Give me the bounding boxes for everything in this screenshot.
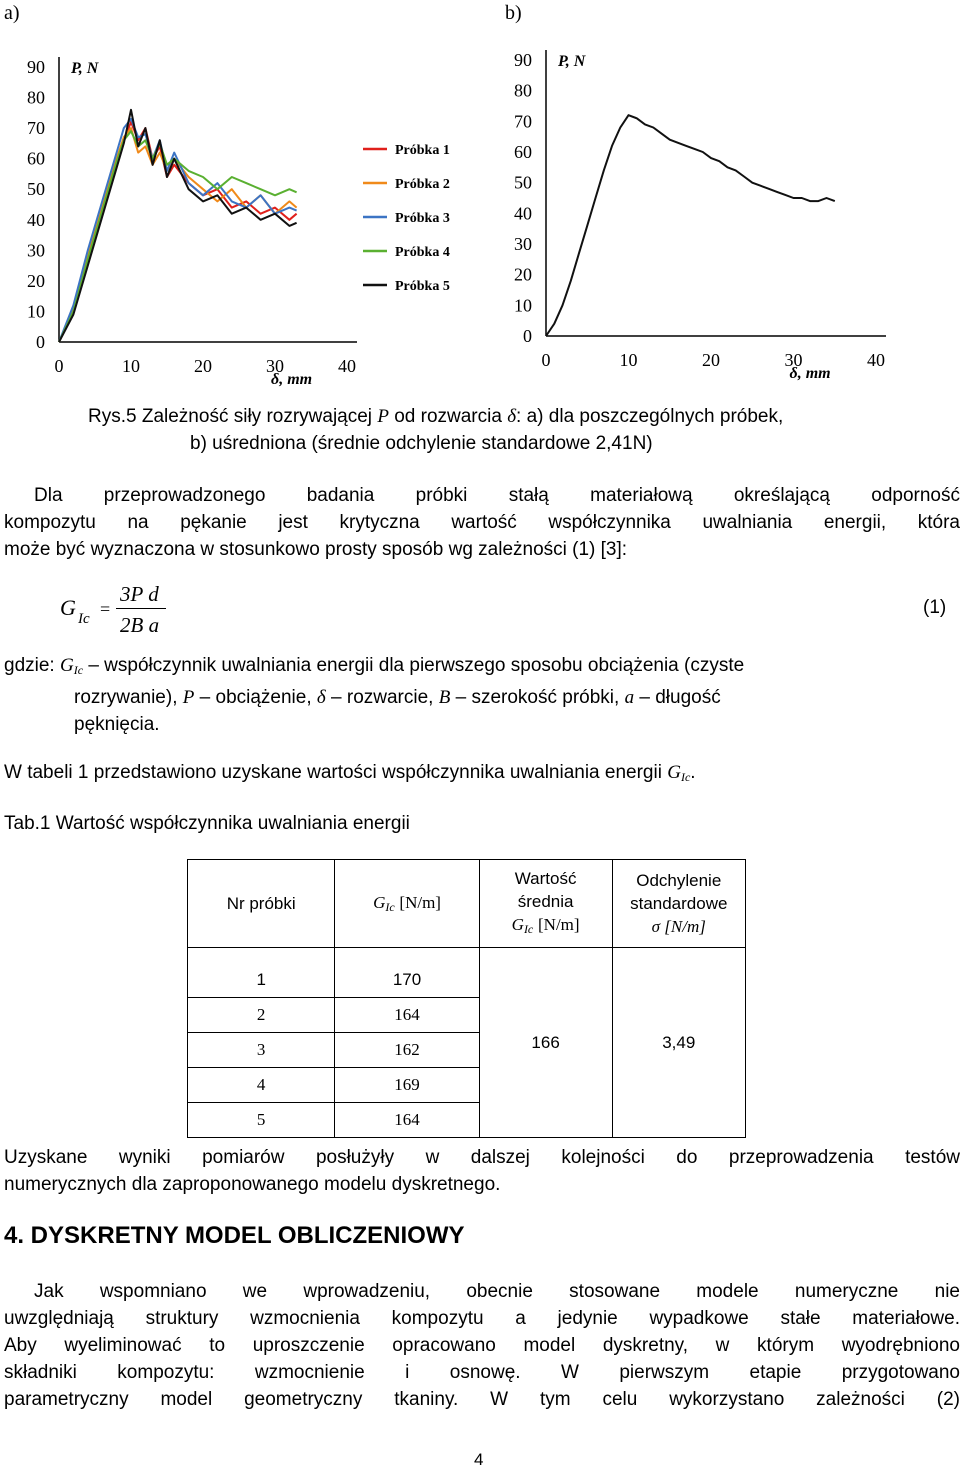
caption-line-2: b) uśredniona (średnie odchylenie standardowe 2,41N) (190, 433, 653, 454)
header-gic-unit: [N/m] (399, 892, 441, 912)
y-axis-label: P, N (71, 60, 99, 77)
cell-nr: 5 (188, 1103, 335, 1138)
header-gic (335, 860, 479, 948)
caption-mid: od rozwarcia (394, 406, 502, 427)
paragraph-1 (4, 482, 960, 563)
x-tick-label: 10 (619, 350, 638, 370)
header-mean-line-1: Wartość (514, 868, 577, 888)
section-heading: 4. DYSKRETNY MODEL OBLICZENIOWY (4, 1222, 465, 1249)
y-tick-label: 40 (27, 209, 45, 230)
spacer-cell-1 (188, 948, 335, 964)
y-tick-label: 10 (27, 301, 45, 322)
paragraph-1-line-2: kompozytu na pękanie jest krytyczna wartość współczynnika uwalniania energii, która (4, 512, 960, 533)
equation-numerator: 3P d (120, 582, 159, 606)
paragraph-2-line-2: numerycznych dla zaproponowanego modelu dyskretnego. (4, 1174, 501, 1195)
results-table (187, 859, 746, 1138)
paragraph-2-line-1: Uzyskane wyniki pomiarów posłużyły w dalszej kolejności do przeprowadzenia testów (4, 1147, 960, 1168)
definitions-a: a (624, 687, 635, 708)
legend-label: Próbka 3 (395, 211, 450, 226)
caption-suffix: : a) dla poszczególnych próbek, (516, 406, 784, 427)
y-tick-label: 90 (514, 50, 532, 70)
y-tick-label: 80 (514, 80, 532, 101)
y-tick-label: 30 (514, 234, 532, 254)
caption-prefix: Rys.5 Zależność siły rozrywającej (88, 406, 373, 427)
cell-value: 169 (335, 1068, 479, 1103)
y-tick-label: 40 (514, 203, 532, 224)
mean-value: 166 (479, 948, 612, 1138)
paragraph-3-line-2: uwzględniają struktury wzmocnienia kompozytu a jedynie wypadkowe stałe materiałowe. (4, 1308, 960, 1329)
y-tick-label: 60 (27, 148, 45, 169)
header-std-line-2: standardowe (630, 894, 728, 913)
std-value: 3,49 (612, 948, 745, 1138)
definitions-b: B (438, 687, 451, 708)
x-tick-label: 30 (266, 356, 284, 376)
paragraph-2 (4, 1144, 960, 1198)
legend-label: Próbka 4 (395, 245, 450, 260)
header-std (612, 860, 745, 948)
definitions-text-2a: rozrywanie), (74, 687, 178, 708)
equation-lhs-sub: Ic (78, 611, 90, 627)
x-tick-label: 40 (867, 350, 885, 370)
paragraph-3-line-3: Aby wyeliminować to uproszczenie opracowano model dyskretny, w którym wyodrębniono (4, 1335, 960, 1356)
y-tick-label: 10 (514, 295, 532, 316)
y-tick-label: 60 (514, 142, 532, 162)
cell-nr: 3 (188, 1033, 335, 1068)
x-tick-label: 40 (338, 356, 356, 376)
definitions-text-1: – współczynnik uwalniania energii dla pierwszego sposobu obciążenia (czyste (88, 655, 745, 676)
y-tick-label: 70 (514, 111, 532, 132)
cell-value: 170 (335, 964, 479, 998)
y-tick-label: 50 (514, 172, 532, 193)
header-nr: Nr próbki (188, 860, 335, 948)
table-intro-end: . (690, 762, 696, 783)
definitions-text-3: pęknięcia. (74, 714, 160, 735)
y-tick-label: 0 (36, 332, 45, 352)
header-mean (479, 860, 612, 948)
definitions-text-2e: – długość (639, 687, 721, 708)
definitions-g-sub: Ic (73, 663, 84, 677)
x-tick-label: 10 (122, 356, 140, 376)
definitions-text-2b: – obciążenie, (199, 687, 312, 708)
definitions (4, 652, 960, 738)
cell-value: 164 (335, 1103, 479, 1138)
x-axis-label: δ, mm (789, 365, 831, 382)
series-line (59, 131, 297, 342)
legend-label: Próbka 5 (395, 279, 450, 294)
paragraph-1-line-3: może być wyznaczona w stosunkowo prosty sposób wg zależności (1) [3]: (4, 539, 628, 560)
table-intro-text: W tabeli 1 przedstawiono uzyskane wartości współczynnika uwalniania energii (4, 762, 662, 783)
cell-value: 162 (335, 1033, 479, 1068)
table-caption: Tab.1 Wartość współczynnika uwalniania energii (4, 813, 410, 834)
caption-var-p: P (377, 406, 389, 427)
panel-b-label: b) (505, 2, 522, 24)
y-tick-label: 70 (27, 118, 45, 139)
equation (60, 582, 960, 645)
y-tick-label: 90 (27, 57, 45, 77)
paragraph-3 (4, 1278, 960, 1413)
cell-nr: 1 (188, 964, 335, 998)
y-tick-label: 30 (27, 240, 45, 261)
y-axis-label: P, N (558, 53, 586, 70)
page-number: 4 (474, 1450, 484, 1469)
table-spacer-row (188, 948, 746, 964)
x-tick-label: 20 (194, 356, 212, 376)
header-mean-unit: [N/m] (538, 914, 580, 934)
definitions-delta: δ (316, 687, 326, 708)
table-header-row (188, 860, 746, 948)
header-gic-symbol: G (373, 892, 386, 912)
legend-label: Próbka 2 (395, 177, 450, 192)
table-intro-g-sub: Ic (680, 770, 691, 784)
equation-number: (1) (923, 597, 947, 618)
x-tick-label: 20 (702, 350, 720, 370)
cell-nr: 4 (188, 1068, 335, 1103)
panel-a-label: a) (4, 2, 20, 24)
y-tick-label: 80 (27, 87, 45, 108)
header-std-line-1: Odchylenie (636, 871, 722, 890)
cell-value: 164 (335, 998, 479, 1033)
header-gic-sub: Ic (385, 899, 395, 914)
chart-a (0, 30, 500, 390)
header-mean-line-2: średnia (517, 891, 574, 911)
x-tick-label: 30 (784, 350, 803, 370)
y-tick-label: 20 (514, 264, 532, 285)
header-mean-sub: Ic (523, 921, 534, 936)
definitions-g: G (59, 655, 74, 676)
definitions-text-2d: – szerokość próbki, (455, 687, 620, 708)
legend-label: Próbka 1 (395, 143, 450, 158)
paragraph-3-line-4: składniki kompozytu: wzmocnienie i osnowę. W pierwszym etapie przygotowano (4, 1362, 960, 1383)
series-line (59, 119, 297, 342)
table-intro (4, 759, 696, 791)
x-axis-label: δ, mm (271, 371, 313, 388)
paragraph-3-line-5: parametryczny model geometryczny tkaniny. W tym celu wykorzystano zależności (2) (4, 1389, 960, 1410)
figure-caption (88, 403, 958, 457)
paragraph-3-line-1: Jak wspomniano we wprowadzeniu, obecnie stosowane modele numeryczne nie (34, 1281, 960, 1302)
y-tick-label: 50 (27, 179, 45, 200)
y-tick-label: 0 (523, 326, 532, 346)
table-intro-g: G (667, 762, 681, 783)
spacer-cell-2 (335, 948, 479, 964)
series-line (546, 115, 835, 336)
equation-lhs: G (60, 595, 76, 620)
x-tick-label: 0 (54, 356, 64, 376)
caption-var-delta: δ (507, 406, 517, 427)
equation-fraction-bar (116, 608, 166, 609)
definitions-p: P (182, 687, 195, 708)
header-std-symbol: σ [N/m] (651, 917, 706, 936)
definitions-text-2c: – rozwarcie, (331, 687, 434, 708)
equation-equals: = (100, 599, 111, 619)
cell-nr: 2 (188, 998, 335, 1033)
header-mean-symbol: G (511, 914, 524, 934)
x-tick-label: 0 (541, 350, 551, 370)
definitions-lead: gdzie: (4, 655, 55, 676)
y-tick-label: 20 (27, 270, 45, 291)
chart-b (490, 30, 960, 390)
paragraph-1-line-1: Dla przeprowadzonego badania próbki stałą materiałową określającą odporność (34, 485, 960, 506)
equation-denominator: 2B a (120, 613, 160, 637)
